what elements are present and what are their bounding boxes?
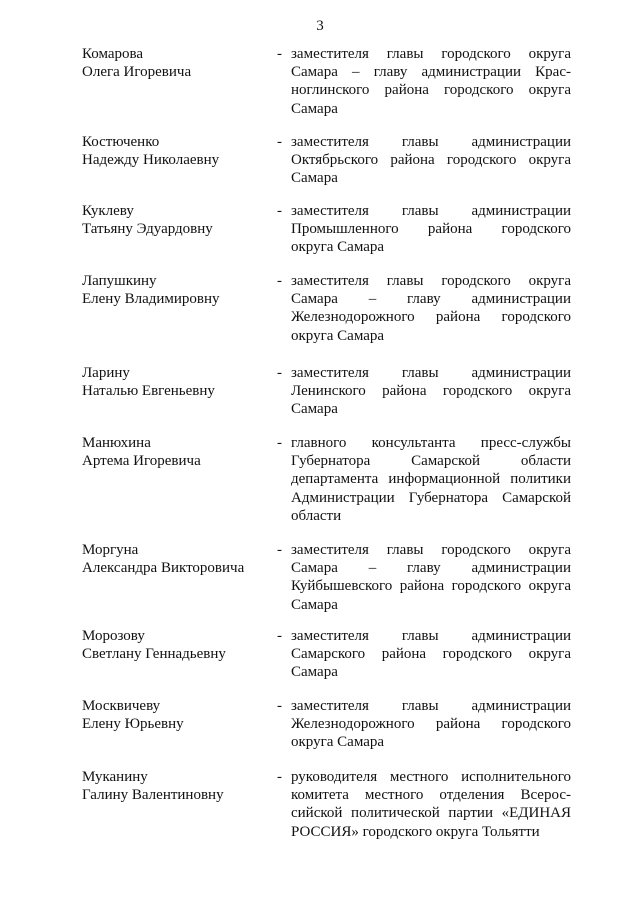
position-description — [291, 541, 571, 614]
person-name — [82, 697, 282, 733]
position-line: РОССИЯ» городского округа Тольятти — [291, 823, 540, 840]
person-name — [82, 364, 282, 400]
position-line: департамента информационной политики — [291, 471, 571, 488]
surname: Муканину — [82, 769, 148, 785]
surname: Моргуна — [82, 542, 139, 558]
position-line: Самара — [291, 100, 338, 117]
position-line: руководителя местного исполнительного — [291, 769, 571, 785]
position-line: заместителя главы администрации — [291, 203, 571, 219]
position-description — [291, 202, 571, 257]
position-line: Куйбышевского района городского округа — [291, 578, 571, 595]
dash: - — [277, 542, 282, 558]
given-name: Галину Валентиновну — [82, 787, 224, 804]
position-line: заместителя главы администрации — [291, 134, 571, 150]
surname: Манюхина — [82, 435, 151, 451]
position-line: округа Самара — [291, 734, 385, 751]
dash: - — [277, 203, 282, 219]
position-line: Самара — [291, 401, 338, 418]
person-name — [82, 768, 282, 804]
position-description — [291, 133, 571, 188]
position-line: заместителя главы городского округа — [291, 273, 571, 289]
position-description — [291, 697, 571, 752]
surname: Лапушкину — [82, 273, 157, 289]
position-line: Самара – главу администрации Крас- — [291, 64, 571, 81]
given-name: Татьяну Эдуардовну — [82, 221, 213, 238]
position-line: Самара — [291, 664, 338, 681]
position-line: комитета местного отделения Всерос- — [291, 787, 571, 804]
position-line: Железнодорожного района городского — [291, 716, 571, 733]
position-description — [291, 627, 571, 682]
surname: Костюченко — [82, 134, 160, 150]
position-line: заместителя главы городского округа — [291, 542, 571, 558]
position-description — [291, 434, 571, 525]
dash: - — [277, 273, 282, 289]
surname: Комарова — [82, 46, 144, 62]
surname: Москвичеву — [82, 698, 161, 714]
given-name: Наталью Евгеньевну — [82, 383, 215, 400]
given-name: Артема Игоревича — [82, 453, 201, 470]
position-line: Железнодорожного района городского — [291, 309, 571, 326]
person-name — [82, 434, 282, 470]
position-line: заместителя главы городского округа — [291, 46, 571, 62]
position-line: ноглинского района городского округа — [291, 82, 571, 99]
position-description — [291, 768, 571, 841]
position-line: Самара – главу администрации — [291, 560, 571, 577]
position-line: Самара — [291, 596, 338, 613]
position-line: округа Самара — [291, 239, 385, 256]
surname: Куклеву — [82, 203, 134, 219]
page-number: 3 — [316, 18, 324, 34]
position-description — [291, 364, 571, 419]
given-name: Олега Игоревича — [82, 64, 192, 81]
position-line: Губернатора Самарской области — [291, 453, 571, 470]
dash: - — [277, 46, 282, 62]
position-line: главного консультанта пресс-службы — [291, 435, 571, 451]
position-line: Самарского района городского округа — [291, 646, 571, 663]
given-name: Александра Викторовича — [82, 560, 245, 577]
position-description — [291, 45, 571, 118]
person-name — [82, 627, 282, 663]
position-line: Администрации Губернатора Самарской — [291, 489, 571, 506]
dash: - — [277, 769, 282, 785]
position-line: округа Самара — [291, 327, 385, 344]
surname: Ларину — [82, 365, 130, 381]
position-line: сийской политической партии «ЕДИНАЯ — [291, 805, 571, 822]
dash: - — [277, 628, 282, 644]
dash: - — [277, 435, 282, 451]
dash: - — [277, 365, 282, 381]
position-line: заместителя главы администрации — [291, 628, 571, 644]
person-name — [82, 45, 282, 81]
dash: - — [277, 698, 282, 714]
position-line: заместителя главы администрации — [291, 698, 571, 714]
position-line: заместителя главы администрации — [291, 365, 571, 381]
surname: Морозову — [82, 628, 145, 644]
dash: - — [277, 134, 282, 150]
given-name: Елену Владимировну — [82, 291, 220, 308]
person-name — [82, 202, 282, 238]
given-name: Надежду Николаевну — [82, 152, 220, 169]
person-name — [82, 272, 282, 308]
position-line: Самара — [291, 170, 338, 187]
position-line: Самара – главу администрации — [291, 291, 571, 308]
person-name — [82, 133, 282, 169]
position-description — [291, 272, 571, 345]
person-name — [82, 541, 282, 577]
given-name: Елену Юрьевну — [82, 716, 184, 733]
position-line: Ленинского района городского округа — [291, 383, 571, 400]
position-line: Октябрьского района городского округа — [291, 152, 571, 169]
position-line: Промышленного района городского — [291, 221, 571, 238]
position-line: области — [291, 507, 342, 524]
given-name: Светлану Геннадьевну — [82, 646, 226, 663]
